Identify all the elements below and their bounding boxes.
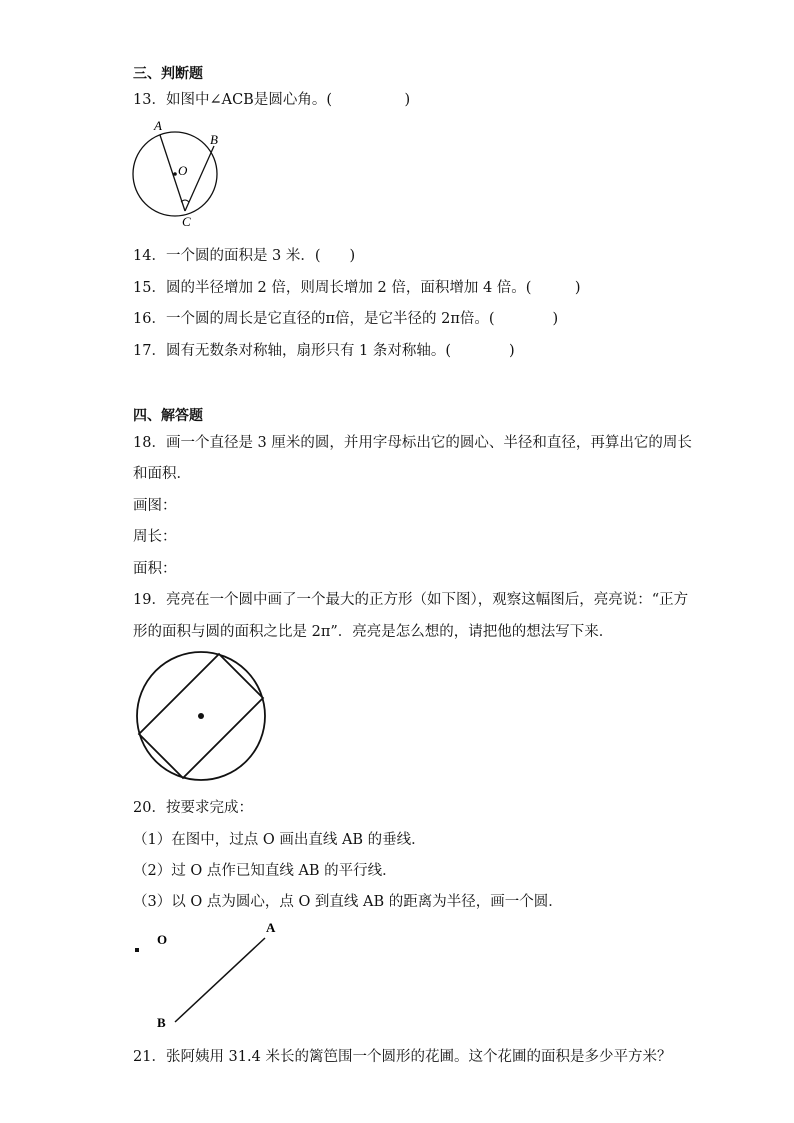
point-o bbox=[135, 948, 139, 952]
label-o: O bbox=[157, 932, 168, 947]
chord-bc bbox=[185, 146, 214, 211]
center-dot bbox=[173, 172, 177, 176]
question-17: 17．圆有无数条对称轴，扇形只有 1 条对称轴。( ) bbox=[133, 343, 515, 359]
label-a: A bbox=[154, 118, 162, 133]
question-20: 20．按要求完成： bbox=[133, 800, 253, 816]
question-18-line2: 和面积． bbox=[133, 466, 191, 482]
section-3-title: 三、判断题 bbox=[133, 66, 203, 82]
figure-19-circle-square bbox=[133, 650, 269, 782]
question-19-line2: 形的面积与圆的面积之比是 2π”．亮亮是怎么想的，请把他的想法写下来． bbox=[133, 624, 614, 640]
question-20-part3: （3）以 O 点为圆心，点 O 到直线 AB 的距离为半径，画一个圆． bbox=[133, 894, 563, 910]
question-21: 21．张阿姨用 31.4 米长的篱笆围一个圆形的花圃。这个花圃的面积是多少平方米？ bbox=[133, 1049, 672, 1065]
figure-20-point-line bbox=[130, 918, 290, 1033]
question-16: 16．一个圆的周长是它直径的π倍，是它半径的 2π倍。( ) bbox=[133, 311, 559, 327]
question-18-line1: 18．画一个直径是 3 厘米的圆，并用字母标出它的圆心、半径和直径，再算出它的周长 bbox=[133, 435, 692, 451]
question-15: 15．圆的半径增加 2 倍，则周长增加 2 倍，面积增加 4 倍。( ) bbox=[133, 280, 581, 296]
label-b: B bbox=[157, 1015, 166, 1030]
question-20-part1: （1）在图中，过点 O 画出直线 AB 的垂线． bbox=[133, 832, 426, 848]
center-dot bbox=[198, 713, 204, 719]
question-18-area-label: 面积： bbox=[133, 561, 177, 577]
question-18-perimeter-label: 周长： bbox=[133, 529, 177, 545]
figure-13-circle bbox=[128, 118, 228, 230]
question-20-part2: （2）过 O 点作已知直线 AB 的平行线． bbox=[133, 863, 397, 879]
label-a: A bbox=[266, 920, 276, 935]
label-o: O bbox=[178, 163, 188, 178]
question-18-draw-label: 画图： bbox=[133, 498, 177, 514]
label-c: C bbox=[182, 214, 191, 229]
label-b: B bbox=[210, 132, 218, 147]
question-13: 13．如图中∠ACB是圆心角。( ) bbox=[133, 92, 411, 108]
section-4-title: 四、解答题 bbox=[133, 408, 203, 424]
question-14: 14．一个圆的面积是 3 米．( ) bbox=[133, 248, 356, 264]
line-ab bbox=[175, 938, 265, 1022]
question-19-line1: 19．亮亮在一个圆中画了一个最大的正方形（如下图），观察这幅图后，亮亮说：“正方 bbox=[133, 592, 689, 608]
